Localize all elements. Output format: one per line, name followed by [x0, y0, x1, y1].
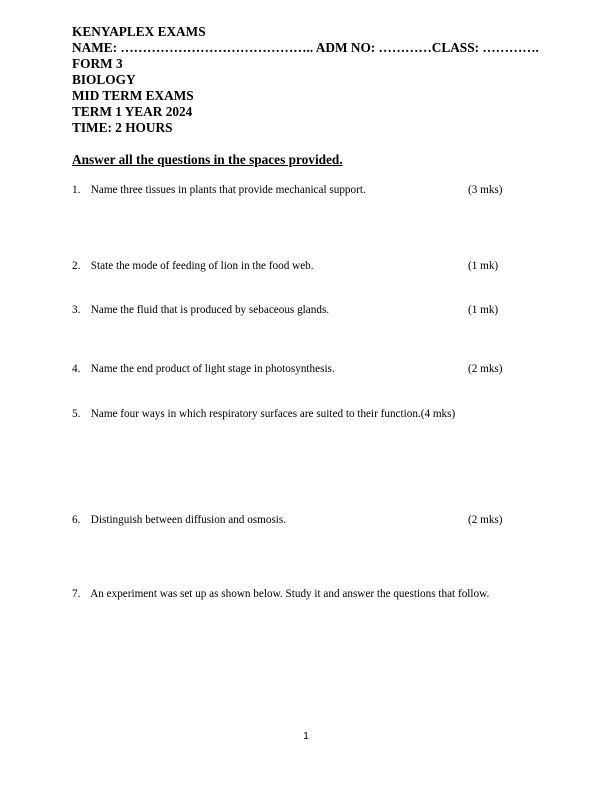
- form-label: FORM 3: [72, 56, 123, 71]
- instruction-text: Answer all the questions in the spaces provided.: [72, 152, 343, 167]
- question-3: [72, 303, 592, 317]
- question-number: 4.: [72, 363, 81, 375]
- question-text: Name three tissues in plants that provide mechanical support.: [90, 184, 366, 196]
- question-text: Name the end product of light stage in photosynthesis.: [90, 363, 335, 375]
- question-number: 6.: [72, 514, 81, 526]
- question-marks: (2 mks): [468, 363, 503, 375]
- question-7: [72, 587, 592, 601]
- time-label: TIME: 2 HOURS: [72, 120, 173, 135]
- question-marks: (3 mks): [468, 184, 503, 196]
- question-marks: (1 mk): [468, 304, 499, 316]
- question-number: 7.: [72, 588, 81, 600]
- question-6: [72, 513, 592, 527]
- question-4: [72, 362, 592, 376]
- question-text: An experiment was set up as shown below. Study it and answer the questions that follow.: [90, 588, 490, 600]
- question-number: 3.: [72, 304, 81, 316]
- question-text: Distinguish between diffusion and osmosis.: [90, 514, 287, 526]
- question-number: 2.: [72, 260, 81, 272]
- question-number: 1.: [72, 184, 81, 196]
- question-text: Name the fluid that is produced by sebaceous glands.: [90, 304, 330, 316]
- exam-header: [72, 24, 572, 136]
- page-number: 1: [303, 731, 309, 742]
- name-adm-class-line: NAME: …………………………………….. ADM NO: …………CLASS: ………….: [72, 40, 539, 55]
- question-marks: (1 mk): [468, 260, 499, 272]
- subject-label: BIOLOGY: [72, 72, 136, 87]
- term-label: TERM 1 YEAR 2024: [72, 104, 193, 119]
- question-marks: (4 mks): [420, 408, 456, 420]
- question-number: 5.: [72, 408, 81, 420]
- question-5: [72, 407, 592, 421]
- question-2: [72, 259, 592, 273]
- exam-label: MID TERM EXAMS: [72, 88, 194, 103]
- question-text: State the mode of feeding of lion in the food web.: [90, 260, 314, 272]
- question-1: [72, 183, 592, 197]
- question-marks: (2 mks): [468, 514, 503, 526]
- school-name: KENYAPLEX EXAMS: [72, 24, 206, 39]
- question-text: Name four ways in which respiratory surfaces are suited to their function.: [90, 408, 421, 420]
